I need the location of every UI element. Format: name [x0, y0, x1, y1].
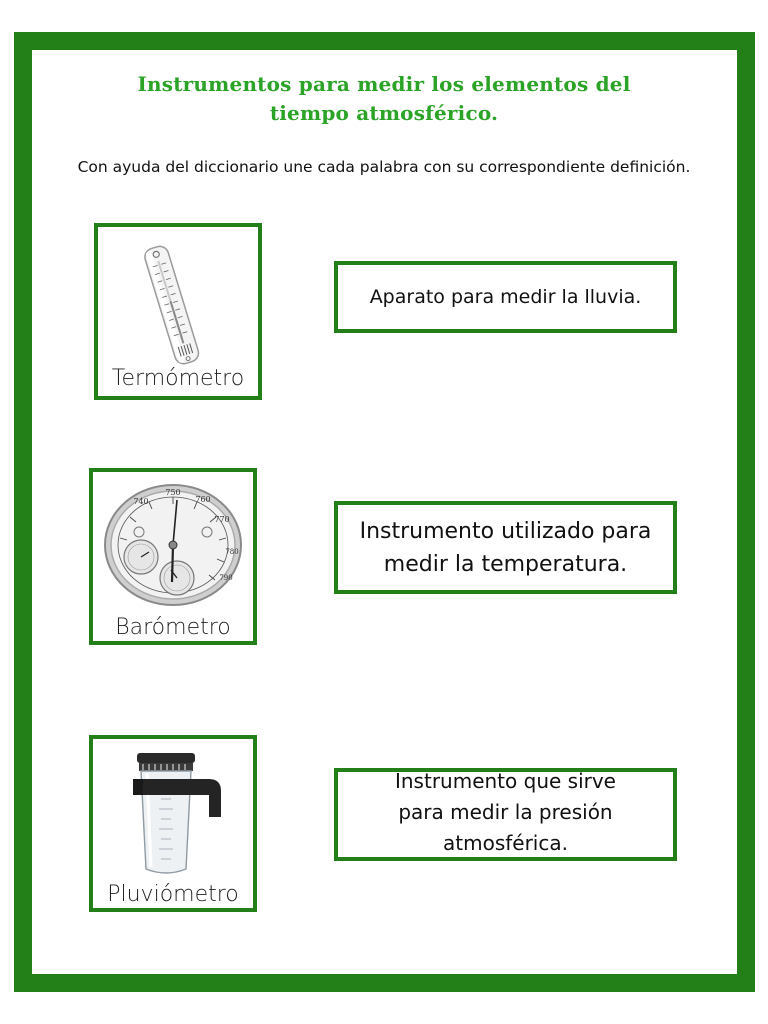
definition-box-2[interactable] — [334, 501, 677, 594]
definition-box-1[interactable] — [334, 261, 677, 333]
title-line-2: tiempo atmosférico. — [269, 101, 499, 125]
definition-3-line-3: atmosférica. — [443, 831, 568, 855]
instrument-label-barometer: Barómetro — [115, 615, 231, 640]
thermometer-icon — [132, 241, 212, 371]
title-line-1: Instrumentos para medir los elementos del — [137, 72, 631, 96]
definition-2-text — [360, 515, 652, 581]
definition-3-line-1: Instrumento que sirve — [394, 769, 616, 793]
instrument-label-thermometer: Termómetro — [111, 366, 245, 391]
instructions-text: Con ayuda del diccionario une cada palabra con su correspondiente definición. — [77, 158, 691, 176]
barometer-scale-750: 750 — [165, 488, 181, 497]
definition-3-line-2: para medir la presión — [398, 800, 613, 824]
definition-2-line-1: Instrumento utilizado para — [359, 518, 652, 544]
barometer-scale-780: 780 — [225, 548, 239, 556]
barometer-icon — [101, 482, 245, 608]
barometer-scale-760: 760 — [195, 495, 211, 504]
instrument-card-barometer[interactable] — [89, 468, 257, 645]
definition-2-line-2: medir la temperatura. — [383, 551, 628, 577]
definition-1-line-1: Aparato para medir la lluvia. — [369, 286, 642, 308]
instrument-label-rain-gauge: Pluviómetro — [107, 882, 239, 907]
definition-3-text — [395, 766, 616, 859]
definition-1-text — [370, 284, 642, 310]
rain-gauge-icon — [129, 749, 229, 879]
worksheet-title — [0, 70, 768, 128]
instrument-card-rain-gauge[interactable] — [89, 735, 257, 912]
barometer-scale-740: 740 — [133, 497, 149, 506]
barometer-scale-790: 790 — [219, 574, 233, 582]
instrument-card-thermometer[interactable] — [94, 223, 262, 400]
definition-box-3[interactable] — [334, 768, 677, 861]
barometer-scale-770: 770 — [214, 515, 230, 524]
